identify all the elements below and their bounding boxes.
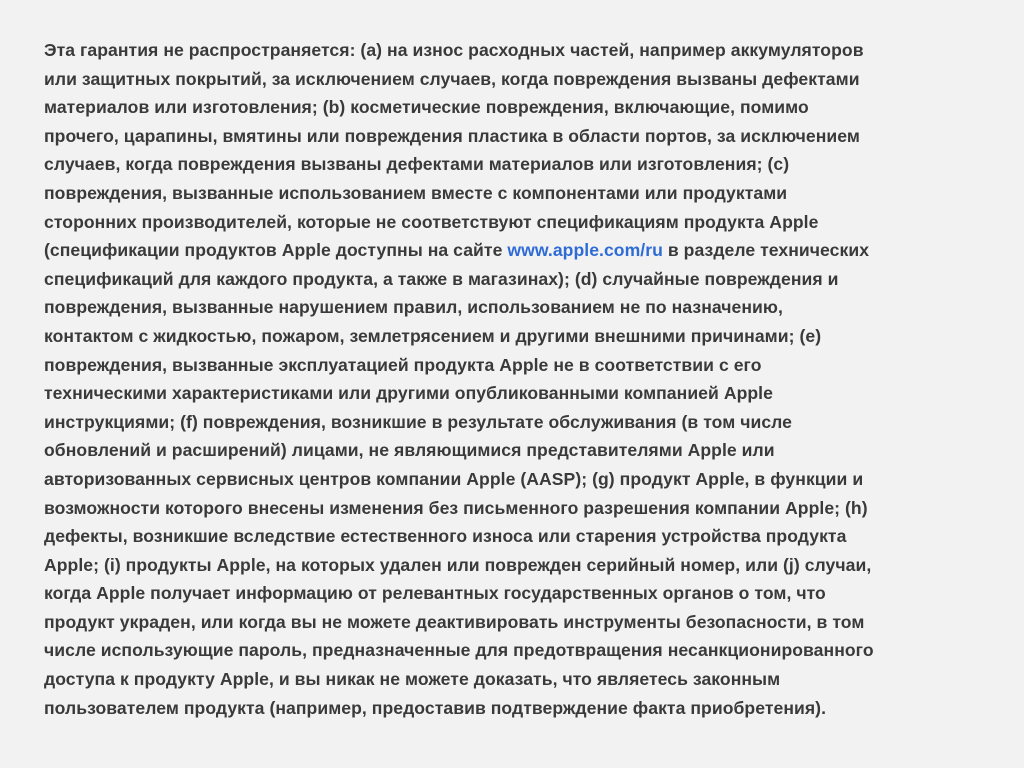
text-line: когда Apple получает информацию от релевантных государственных органов о том, что — [44, 583, 826, 604]
apple-website-link[interactable]: www.apple.com/ru — [507, 240, 663, 261]
warranty-exclusions-paragraph — [44, 36, 984, 722]
text-line: обновлений и расширений) лицами, не являющимися представителями Apple или — [44, 440, 775, 461]
text-line: техническими характеристиками или другими опубликованными компанией Apple — [44, 383, 773, 404]
text-line: Apple; (i) продукты Apple, на которых удален или поврежден серийный номер, или (j) случаи, — [44, 554, 872, 575]
text-line: повреждения, вызванные использованием вместе с компонентами или продуктами — [44, 182, 788, 203]
text-line: спецификаций для каждого продукта, а также в магазинах); (d) случайные повреждения и — [44, 268, 839, 289]
text-line: инструкциями; (f) повреждения, возникшие в результате обслуживания (в том числе — [44, 411, 792, 432]
text-line: или защитных покрытий, за исключением случаев, когда повреждения вызваны дефектами — [44, 68, 860, 89]
text-line: контактом с жидкостью, пожаром, землетрясением и другими внешними причинами; (e) — [44, 325, 822, 346]
text-before-link: (спецификации продуктов Apple доступны на сайте — [44, 240, 508, 261]
text-line: Эта гарантия не распространяется: (a) на износ расходных частей, например аккумуляторов — [44, 40, 864, 60]
text-line: материалов или изготовления; (b) косметические повреждения, включающие, помимо — [44, 97, 809, 118]
text-line: доступа к продукту Apple, и вы никак не можете доказать, что являетесь законным — [44, 669, 781, 690]
text-line: случаев, когда повреждения вызваны дефектами материалов или изготовления; (c) — [44, 154, 790, 175]
text-line: прочего, царапины, вмятины или повреждения пластика в области портов, за исключением — [44, 125, 860, 146]
text-line: авторизованных сервисных центров компании Apple (AASP); (g) продукт Apple, в функции и — [44, 468, 864, 489]
text-line: числе использующие пароль, предназначенные для предотвращения несанкционированного — [44, 640, 874, 661]
text-line: повреждения, вызванные нарушением правил, использованием не по назначению, — [44, 297, 783, 318]
text-line: пользователем продукта (например, предоставив подтверждение факта приобретения). — [44, 697, 827, 718]
text-line: дефекты, возникшие вследствие естественного износа или старения устройства продукта — [44, 526, 847, 547]
text-line: продукт украден, или когда вы не можете деактивировать инструменты безопасности, в том — [44, 611, 865, 632]
text-line: возможности которого внесены изменения без письменного разрешения компании Apple; (h) — [44, 497, 868, 518]
text-after-link: в разделе технических — [662, 240, 870, 261]
text-line: сторонних производителей, которые не соответствуют спецификациям продукта Apple — [44, 211, 819, 232]
text-line: повреждения, вызванные эксплуатацией продукта Apple не в соответствии с его — [44, 354, 762, 375]
text-line-with-link — [44, 236, 984, 265]
